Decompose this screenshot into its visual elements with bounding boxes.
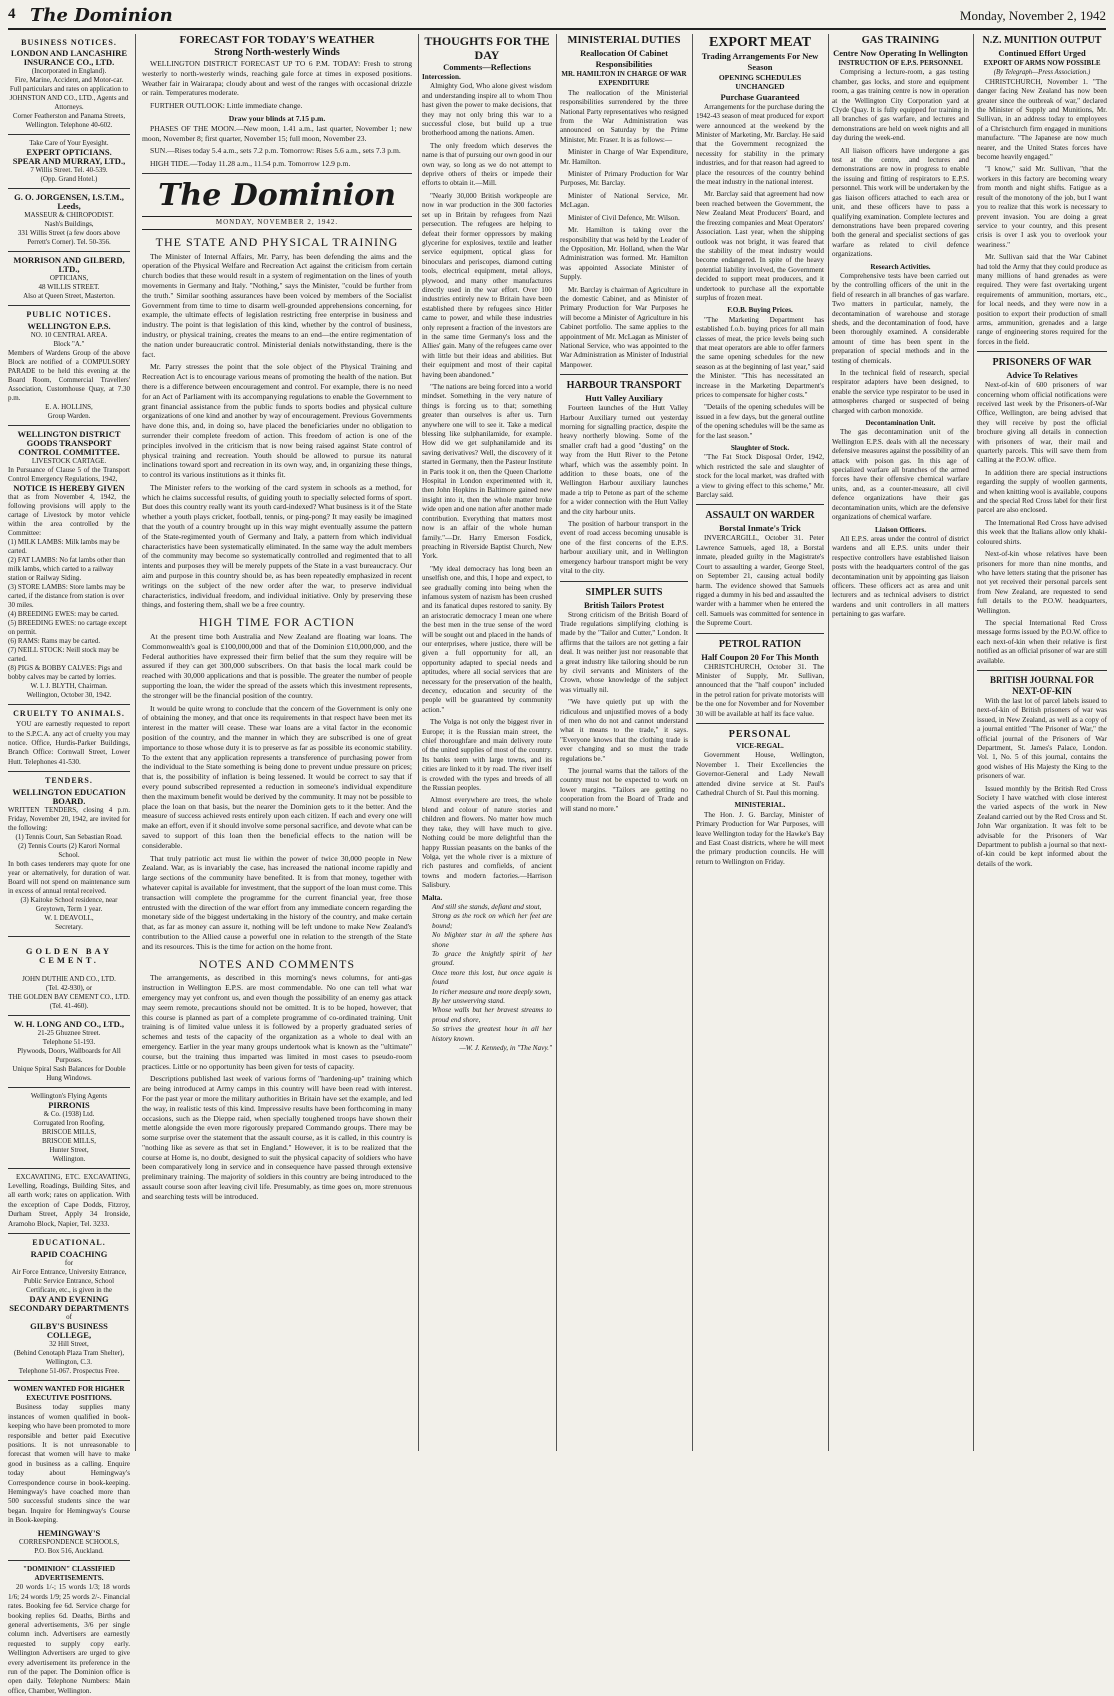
column-gas-training <box>832 34 969 1451</box>
ministerial-subtitle: Reallocation Of Cabinet Responsibilities <box>580 48 668 69</box>
column-ministerial <box>560 34 688 1451</box>
pow-paragraph: In addition there are special instructions regarding the supply of woollen garments, and when knitting wool is available, coupons and the special Red Cross label for their first parcel are also enclosed. <box>977 468 1107 515</box>
ad-spear-murray: Take Care of Your Eyesight. EXPERT OPTICIANS. SPEAR AND MURRAY, LTD., 7 Willis Street. Tel. 40-539. (Opp. Grand Hotel.) <box>12 139 126 184</box>
gas-paragraph: In the technical field of research, special respirator adapters have been designed, to enable the service type respirator to be used in atmospheres charged or suspected of being charged with carbon monoxide. <box>832 369 969 415</box>
export-paragraph: Arrangements for the purchase during the 1942-43 season of meat produced for export were announced at the weekend by the Minister of Marketing, Mr. Barclay. He said that the Government recognized the necessity for stability in the primary industries, and for that reason had agreed to place the resources of the country behind the meat industry in the national interest. <box>696 102 824 187</box>
munition-byline: (By Telegraph—Press Association.) <box>993 69 1091 77</box>
ad-transport-control: WELLINGTON DISTRICT GOODS TRANSPORT CONTROL COMMITTEE. LIVESTOCK CARTAGE. In Pursuance of Clause 5 of the Transport Control Emergency Regulations, 1942, NOTICE IS HEREBY GIVEN that as from November 4, 1942, the following provisions will apply to the cartage of Livestock by motor vehicle within the area controlled by the Committee: (1) MILK LAMBS: Milk lambs may be carted. (2) FAT LAMBS: No fat lambs other than milk lambs, which carted to a railway station or Railway Siding. (3) STORE LAMBS: Store lambs may be carted, if the distance from station is over 30 miles. (4) BREEDING EWES: may be carted. (5) BREEDING EWES: no cartage except on permit. (6) RAMS: Rams may be carted. (7) NEILL STOCK: Neill stock may be carted. (8) PIGS & BOBBY CALVES: Pigs and bobby calves may be carted by lorries. W. I. J. BLYTH, Chairman. Wellington, October 30, 1942. <box>8 428 130 699</box>
thoughts-paragraph: Almost everywhere are trees, the whole blend and colour of nature stories and children and flowers. No matter how much they take, they will have much to give. Nothing could be more delightful than the happy Russian peasants on the banks of the Volga, yet the whole river is a mixture of rich pastures and cornfields, of ancient towns and modern factories.—Harrison Salisbury. <box>422 796 552 890</box>
ministerial-paragraph: Minister of National Service, Mr. McLagan. <box>560 191 688 210</box>
petrol-subtitle: Half Coupon 20 For This Month <box>701 651 819 662</box>
gas-crosshead: Decontamination Unit. <box>865 419 936 428</box>
ministerial-paragraph: Mr. Barclay is chairman of Agriculture in the domestic Cabinet, and as Minister of Primary Production for War Purposes he will become a Minister of Agriculture in his Cabinet portfolio. The same applies to the appointment of Mr. McLagan as Minister of National Service, who was appointed to the War Administration as Minister of Industrial Manpower. <box>560 285 688 369</box>
export-subtitle: Trading Arrangements For New Season <box>701 51 819 72</box>
ministerial-paragraph: Mr. Hamilton is taking over the responsibility that was held by the Leader of the Opposition, Mr. Holland, when the War Administration was formed. Mr. Hamilton was appointed Associate Minister of Supply. <box>560 226 688 282</box>
ad-classified-rates: 20 words 1/-; 15 words 1/3; 18 words 1/6; 24 words 1/9; 25 words 2/-. Financial rates. Booking fee 6d. Service charge for booking replies 6d. Deaths, Births and general advertisements, 3/6 per single column inch. Advertisers are earnestly requested to supply copy early. Wellington Advertisers are urged to give every advertisement its preference in the run of the paper. The Dominion office is open daily. Telephone Numbers: Main office, Chamber, Wellington. <box>8 1583 130 1695</box>
gas-crosshead: Liaison Officers. <box>874 525 927 534</box>
ad-gilbys-college: RAPID COACHING for Air Force Entrance, University Entrance, Public Service Entrance, School Certificate, etc., is given in the DAY AND EVENING SECONDARY DEPARTMENTS of GILBY'S BUSINESS COLLEGE, 32 Hill Street, (Behind Cenotaph Plaza Tram Shelter), Wellington, C.3. Telephone 51-067. Prospectus Free. <box>9 1248 129 1375</box>
personal-title: PERSONAL <box>728 728 792 740</box>
gas-paragraph: All liaison officers have undergone a gas test at the centre, and lectures and demonstrations are now in progress to enable the issuing and fitting of respirators to E.P.S. personnel. This work will be undertaken by the gas liaison officers attached to each area or unit, and these officers have to pass a qualifying examination. Complete lectures and demonstrations have been prepared covering both the general and specialist sections of gas warfare as related to civil defence organizations. <box>832 146 969 259</box>
section-heading: PUBLIC NOTICES. <box>26 310 112 320</box>
munition-title: N.Z. MUNITION OUTPUT <box>982 35 1102 46</box>
gas-title: GAS TRAINING <box>861 35 940 46</box>
simpler-title: SIMPLER SUITS <box>585 586 663 598</box>
forecast-moon: PHASES OF THE MOON.—New moon, 1.41 a.m., last quarter, November 1; new moon, November 8; first quarter, November 15; full moon, November 23. <box>142 123 412 143</box>
assault-paragraph: INVERCARGILL, October 31. Peter Lawrence Samuels, aged 18, a Borstal inmate, pleaded guilty in the Magistrate's Court to assaulting a warder, George Steel, on September 21, causing actual bodily harm. The evidence showed that Samuels rigged a dummy in his bed and assaulted the warder with a hammer when he entered the cell. Samuels was committed for sentence in the Supreme Court. <box>696 534 824 628</box>
export-title: EXPORT MEAT <box>708 35 812 50</box>
munition-subtitle: Continued Effort Urged <box>998 48 1086 58</box>
ad-hemingway: HEMINGWAY'S CORRESPONDENCE SCHOOLS, P.O. Box 516, Auckland. <box>19 1527 119 1555</box>
ad-education-board: WELLINGTON EDUCATION BOARD. WRITTEN TENDERS, closing 4 p.m. Friday, November 20, 1942, are invited for the following: (1) Tennis Court, San Sebastian Road. (2) Tennis Courts (2) Karori Normal School. In both cases tenderers may quote for one year or alternatively, for duration of war. Board will not spend on maintenance sum in excess of annual rental received. (3) Kaitoke School residence, near Greytown, Term 1 year. W. I. DEAVOLL, Secretary. <box>8 786 130 931</box>
ad-london-lancashire: LONDON AND LANCASHIRE INSURANCE CO., LTD. (Incorporated in England). Fire, Marine, Accident, and Motor-car. Full particulars and rates on application to JOHNSTON AND CO., LTD., Agents and Attorneys. Corner Featherston and Panama Streets, Wellington. Telephone 40-602. <box>9 48 129 130</box>
munition-subhead: EXPORT OF ARMS NOW POSSIBLE <box>983 59 1101 67</box>
column-munitions <box>977 34 1107 1451</box>
harbour-subtitle: Hutt Valley Auxiliary <box>585 393 663 404</box>
forecast-body: WELLINGTON DISTRICT FORECAST UP TO 6 P.M. TODAY: Fresh to strong westerly to north-westerly winds, reaching gale force at times in exposed positions. Weather fair in Wairarapa; cloudy about and west of the ranges with occasional drizzle or rain. Temperatures moderate. <box>142 59 412 98</box>
ad-wellington-eps: WELLINGTON E.P.S. NO. 10 CENTRAL AREA. Block "A." Members of Wardens Group of the above Block are notified of a COMPULSORY PARADE to be held this evening at the Board Room, Commercial Travellers' Association, Customhouse Quay, at 7.30 p.m. E. A. HOLLINS, Group Warden. <box>8 320 130 420</box>
export-paragraph: Mr. Barclay said that agreement had now been reached between the Government, the New Zealand Meat Producers' Board, and the freezing companies and Meat Operators' Association. Last year, when the shipping outlook was not bright, it was feared that the stability of the meat industry would become endangered. In spite of the heavy potential liability involved, the Government decided to support meat producers, and it undertook to purchase all the exportable surplus of frozen meat. <box>696 190 824 302</box>
column-rule <box>418 34 419 1451</box>
ad-golden-bay-cement: GOLDEN BAY CEMENT. <box>25 945 113 965</box>
export-crosshead: Slaughter of Stock. <box>730 444 790 453</box>
editorial-masthead: The Dominion <box>158 177 396 213</box>
column-business-notices <box>8 34 130 1695</box>
ministerial-paragraph: Minister of Civil Defence, Mr. Wilson. <box>568 213 680 222</box>
column-rule <box>692 34 693 1451</box>
export-subhead-2: Purchase Guaranteed <box>720 91 800 102</box>
munition-paragraph: Mr. Sullivan said that the War Cabinet had told the Army that they could produce as many millions of hand grenades as were required. They were fast overtaking urgent requirements of ammunition, mortars, etc., for local needs, and they were now in a position to export their production of small arms, ammunition, grenades and a large range of engineering stores required for the forces in the field. <box>977 253 1107 346</box>
pow-paragraph: Next-of-kin of 600 prisoners of war concerning whom official notifications were received last week by the Prisoners-of-War Office, Wellington, are being advised that they will receive by post the official brochure giving all details in connection with prisoners of war, their mail and quarterly parcels. This will save them from calling at the P.O.W. office. <box>977 381 1107 465</box>
british-journal-title: BRITISH JOURNAL FOR NEXT-OF-KIN <box>989 674 1095 696</box>
column-rule <box>973 34 974 1451</box>
column-editorial <box>142 34 412 1451</box>
ad-briscoe: Wellington's Flying Agents PIRRONIS & Co. (1938) Ltd. Corrugated Iron Roofing, BRISCOE MILLS, BRISCOE MILLS, Hunter Street, Wellington. <box>30 1091 108 1163</box>
notes-paragraph: The arrangements, as described in this morning's news columns, for anti-gas instruction in Wellington E.P.S. are most commendable. No one can tell what war emergency may yet confront us, and even though the possibility of an enemy gas attack may seem remote, precautions should not be omitted. It is to be hoped, however, that this course is planned as part of a complete programme of co-ordinated training. Unit training is of limited value unless it is followed by a properly graduated series of schemes and tests of the capacity of the organization as a whole to deal with an emergency. Earlier in the year many groups undertook what is known as the "ultimate" course, but the training thus imparted was limited in most cases to pseudo-room practices. Little or no opportunity has been given for tests of capacity. <box>142 973 412 1071</box>
personal-crosshead: MINISTERIAL. <box>734 801 786 810</box>
notes-paragraph: Descriptions published last week of various forms of "hardening-up" training which are being introduced at Army camps in this country will have been read with interest. For the past year or more the military authorities in Britain have set the example, and led the way, in realistic tests of this kind. Impressive results have been forthcoming in many occasions, such as the Dieppe raid, when specially toughened troops have shown their mettle alongside the even more rigorously prepared Commando groups. There may be some surprise over the statement that the assault course, as it is called, in this country is "nothing like as severe as that set in England." However, it is to be realized that the course at Home is, no doubt, designed to suit the physical capacity of soldiers who have been comparatively long in service and in consequence have passed through extensive preliminary training. The majority of soldiers in this country are being introduced to the assault course soon after leaving civil life. Presumably, as time goes on, more strenuous and searching tests will be introduced. <box>142 1074 412 1201</box>
munition-paragraph: "I know," said Mr. Sullivan, "that the workers in this factory are becoming weary from month and night shifts. Fatigue as a result of the monotony of the job, but I want you to realize that this work is necessary to prevent invasion. You are doing a great service to your country, and this present crisis is over I ask you to overlook your weariness." <box>977 165 1107 249</box>
gas-paragraph: Comprehensive tests have been carried out by the controlling officers of the unit in the field of research in all branches of gas warfare. Two matters in particular, namely, the decontamination of warehouse and storage sheds, and the decontamination of food, have been thoroughly examined. A considerable amount of time has been spent in the preparation of special methods and in the testing of chemicals. <box>832 271 969 365</box>
section-heading: TENDERS. <box>45 776 93 786</box>
forecast-sun: SUN.—Rises today 5.4 a.m., sets 7.2 p.m. Tomorrow: Rises 5.6 a.m., sets 7.3 p.m. <box>150 146 401 156</box>
editorial-paragraph: At the present time both Australia and New Zealand are floating war loans. The Commonwealth's goal is £100,000,000 and that of the Dominion £10,000,000, and the Federal authorities have expressed their firm belief that the sum they require will be assured if they can get 300,000 subscribers. On that basis the local mark could be reached with 30,000 applications and that is possible. The greater the number of people supporting the loan, the wider the spread of the assets which this investment represents, the stronger will be the financial position of the country. <box>142 632 412 700</box>
editorial-title: THE STATE AND PHYSICAL TRAINING <box>155 234 399 249</box>
harbour-title: HARBOUR TRANSPORT <box>566 380 682 392</box>
gas-crosshead: Research Activities. <box>870 262 931 271</box>
forecast-outlook: FURTHER OUTLOOK: Little immediate change. <box>150 101 303 111</box>
thoughts-paragraph: "My ideal democracy has long been an unselfish one, and this, I hope and expect, to see gradually coming into being when the infamous system of nazism has been crushed and its fanatical dupes restored to sanity. By an aristocratic democracy I mean one where the best men in the true sense of the word will be sought out and placed in the hands of our enterprises, where justice, there will be given a full opportunity for all, an opportunity adapted to special needs and aptitudes, where all social services that are necessary for the preservation of the health, decency, education and security of the people will be guaranteed by community action." <box>422 564 552 714</box>
column-export-meat <box>696 34 824 1451</box>
forecast-subtitle: Strong North-westerly Winds <box>214 47 340 58</box>
ad-heading: "DOMINION" CLASSIFIED ADVERTISEMENTS. <box>22 1564 116 1582</box>
editorial-paragraph: Mr. Parry stresses the point that the sole object of the Physical Training and Recreation Act is to encourage various means of promoting the health of the nation. But there is a difference between encouragement and control. For example, there is no need for an Act of Parliament with its accompanying regulations to enable the Government to grant financial assistance from the public funds to sports bodies and physical culture organizations of one kind and another by way of encouragement. Previous Governments have done this, and, in doing so, have placed the beneficiaries under no obligation to surrender their complete freedom of action. This freedom of action is one of the principles involved in the criticism that is now being raised against State control of physical training and recreation. Youth should be allowed to pursue its natural inclinations toward sport and recreation in its own way, and, in organizing these things, to control its various institutions as it thinks fit. <box>142 362 412 480</box>
ad-duthie: JOHN DUTHIE AND CO., LTD. (Tel. 42-930), or THE GOLDEN BAY CEMENT CO., LTD. (Tel. 41-460). <box>8 974 130 1010</box>
editorial-paragraph: It would be quite wrong to conclude that the concern of the Government is only one of obtaining the money, and that once its requirements in that respect have been met its interest in the matter will cease. These war loans are a vital factor in the economic position of the country, and the manner in which they are subscribed is one of great importance to those whose duty it is to preserve as far as possible its economic stability. To the extent that any application represents a transference of purchasing power from the individual to the State something is being done to prevent undue pressure on prices; that is, the possibility of inflation is being lessened. It would be correct to say that if every pound subscribed represented a reduction in someone's individual expenditure then the maximum benefit would be derived by the community. It may not be possible to place the loan on that basis, but the nearer the Dominion gets to it the better. And the measure of success achieved rests entirely upon each citizen. If each and every one will make an effort, even if it should involve some personal sacrifice, and devote what can be saved to support of this loan then the beneficial effects to the nation will be considerable. <box>142 703 412 850</box>
harbour-paragraph: The position of harbour transport in the event of road access becoming unusable is one of the first concerns of the E.P.S. harbour auxiliary unit, and in Wellington emergency harbour transport might be very vital to the city. <box>560 520 688 576</box>
gas-subtitle: Centre Now Operating In Wellington <box>833 48 968 58</box>
personal-subtitle: VICE-REGAL. <box>736 741 784 750</box>
column-thoughts <box>422 34 552 1451</box>
forecast-tide: HIGH TIDE.—Today 11.28 a.m., 11.54 p.m. Tomorrow 12.9 p.m. <box>150 159 351 169</box>
ad-morrison-gilberd: MORRISON AND GILBERD, LTD., OPTICIANS, 48 WILLIS STREET. Also at Queen Street, Masterton. <box>13 255 125 301</box>
section-heading: CRUELTY TO ANIMALS. <box>13 708 125 718</box>
simpler-paragraph: "We have quietly put up with the ridiculous and unjustified moves of a body of men who do not and cannot understand what it means to the trade," it says. "Everyone knows that the clothing trade is ever changing and so must the trade regulations be." <box>560 698 688 763</box>
thoughts-paragraph: The only freedom which deserves the name is that of pursuing our own good in our own way, so long as we do not attempt to deprive others of theirs or impede their efforts to obtain it.—Mill. <box>422 141 552 188</box>
harbour-paragraph: Fourteen launches of the Hutt Valley Harbour Auxiliary turned out yesterday morning for signalling practice, despite the heavy northerly blowing. Some of the smaller craft had a good "dusting" on the way from the Hutt River to the Petone wharf, which was the assembly point. In addition to these boats, one of the Wellington Harbour auxiliary launches made a trip to Petone as part of the scheme for a wider connection with the Hutt Valley and the city harbour units. <box>560 404 688 516</box>
gas-paragraph: All E.P.S. areas under the control of district wardens and all E.P.S. units under their respective controllers have established liaison posts with the headquarters control of the gas decontamination unit by appointing gas liaison officers. These officers act as area and unit lecturers and as technical advisers to district wardens and unit controllers in all matters pertaining to gas warfare. <box>832 534 969 619</box>
editorial-title-2: HIGH TIME FOR ACTION <box>198 615 356 630</box>
personal-paragraph: Government House, Wellington, November 1. Their Excellencies the Governor-General and Lady Newall attended divine service at St. Paul's Cathedral Church of St. Paul this morning. <box>696 751 824 797</box>
export-paragraph: "The Marketing Department has established f.o.b. buying prices for all main classes of meat, the price levels being such that meat operators are able to offer farmers the same opening schedules for the new season as at the beginning of last year," said the Minister. "This has necessitated an increase in the Marketing Department's prices to compensate for higher costs." <box>696 315 824 399</box>
thoughts-malta-head: Malta. <box>422 893 443 902</box>
pow-subtitle: Advice To Relatives <box>1006 370 1078 381</box>
section-heading: BUSINESS NOTICES. <box>21 38 117 47</box>
assault-subtitle: Borstal Inmate's Trick <box>719 523 801 534</box>
ad-spca: YOU are earnestly requested to report to the S.P.C.A. any act of cruelty you may notice. Office, Hurdis-Parker Buildings, Branch Office: Cornwall Street, Lower Hutt. Telephones 41-530. <box>8 720 130 766</box>
section-heading: EDUCATIONAL. <box>32 1238 106 1248</box>
ministerial-subhead: MR. HAMILTON IN CHARGE OF WAR EXPENDITURE <box>561 70 687 88</box>
ministerial-title: MINISTERIAL DUTIES <box>567 35 681 46</box>
gas-paragraph: Comprising a lecture-room, a gas testing chamber, gas locks, and store and equipment room, a gas training centre is now in operation at the Wellington City Corporation yard at Clyde Quay. It is fully equipped for training in all branches of gas warfare, and lectures and demonstrations are held on week nights and all day during the week-end. <box>832 68 969 143</box>
petrol-title: PETROL RATION <box>718 638 802 650</box>
editorial-paragraph: That truly patriotic act must lie within the power of twice 30,000 people in New Zealand. War, as is invariably the case, has increased the national income rapidly and large sections of the community have benefited. It is from that money, together with whatever capital is available for investment, that the support of the loan must come. This transaction will complete the programme for the current financial year, free those entrusted with the direction of the war effort from any immediate concern regarding the monetary side of the biggest undertaking in the history of the country, and make certain that, as far as money can assure it, nothing will be left undone to make New Zealand's contribution to the Allied cause a powerful one in relation to the strength of the State and its resources. This is the time for action on the home front. <box>142 853 412 951</box>
ad-jorgensen: G. O. JORGENSEN, I.S.T.M., Leeds, MASSEUR & CHIROPODIST. Nash's Buildings, 331 Willis Street (a few doors above Perrett's Corner). Tel. 50-356. <box>14 192 124 247</box>
thoughts-paragraph: The Volga is not only the biggest river in Europe; it is the Russian main street, the chief thoroughfare and main delivery route of the united supplies of most of the country. Its banks teem with large towns, and its cities are linked to it by road. The river itself is crowded with the types and breeds of all the Russian peoples. <box>422 718 552 793</box>
simpler-paragraph: The journal warns that the tailors of the country must not be expected to work on lower margins. "Tailors are getting no cooperation from the Board of Trade and will stand no more." <box>560 767 688 813</box>
thoughts-intercession-head: Intercession. <box>422 73 461 81</box>
ad-heading: WOMEN WANTED FOR HIGHER EXECUTIVE POSITIONS. <box>13 1384 125 1402</box>
ministerial-paragraph: Minister in Charge of War Expenditure, Mr. Hamilton. <box>560 148 688 166</box>
thoughts-subtitle: Comments—Reflections <box>443 62 531 72</box>
export-crosshead: F.O.B. Buying Prices. <box>727 306 793 315</box>
notes-title: NOTES AND COMMENTS <box>198 956 355 971</box>
simpler-subtitle: British Tailors Protest <box>583 599 665 610</box>
british-journal-paragraph: Issued monthly by the British Red Cross Society I have watched with close interest the varied aspects of the work in New Zealand carried out by the Red Cross and St. John War organization. It was felt to be advisable for the Prisoners of War Department to publish a journal so that next-of-kin could be kept informed about the details of the work. <box>977 784 1107 868</box>
thoughts-paragraph: "The nations are being forced into a world mindset. Something in the very nature of things is forcing us to that; something greater than ourselves is after us. Turn anywhere one will to see it. Take a medical blessing like sulphanilamide, for example. How did we get sulphanilamide and its saving derivatives? Well, the discovery of it started in Germany, then the Pasteur Institute in Paris took it on, then the Queen Charlotte Hospital in London experimented with it, then John Hopkins in Baltimore gained new insight into it, then the whole matter broke wide open and one nation after another made contribution. Everything that matters most now is an affair of the whole human family."—Dr. Harry Emerson Fosdick, preaching in Riverside Baptist Church, New York. <box>422 383 552 561</box>
column-rule <box>135 34 136 1451</box>
page-date: Monday, November 2, 1942 <box>959 8 1106 23</box>
pow-paragraph: The International Red Cross have advised this week that the Italians allow only khaki-coloured shirts. <box>977 518 1107 546</box>
thoughts-paragraph: "Nearly 30,000 British workpeople are now in war production in the 300 factories set up in Britain by refugees from Nazi persecution. The refugees are helping to defeat their former oppressors by making glycerine for explosives, textile and leather service equipment, optical glass for binoculars and periscopes, diamond cutting tools, electrical equipment, metal alloys, plywood, and many other manufactures directly used in the war effort. Over 100 industries entirely new to Britain have been established there by refugees since Hitler came to power, and while these industries only represent a fraction of the investors are in the same time Germany's loss and the Allies' gain. Many of the refugees came over with little but their ideas and abilities. But their equipment and most of their capital having been abandoned." <box>422 191 552 379</box>
thoughts-title: THOUGHTS FOR THE DAY <box>424 34 550 62</box>
column-rule <box>828 34 829 1451</box>
thoughts-paragraph: Almighty God, Who alone givest wisdom and understanding inspire all to whom Thou hast given the power to make decisions, that they may not only bring this war to a successful close, but build up a true brotherhood among the nations. Amen. <box>422 82 552 138</box>
export-paragraph: "Details of the opening schedules will be issued in a few days, but the general outline of the opening schedules will be the same as for the last season." <box>696 403 824 440</box>
export-subhead: OPENING SCHEDULES UNCHANGED <box>718 73 802 92</box>
malta-poem: And still she stands, defiant and stout, Strong as the rock on which her feet are bound; No blighter star in all the sphere has shone To grace the knightly spirit of her ground. Once more this lost, but once again is found In richer measure and more deeply sown, By her unswerving stand. Whose walls but her bravest streams to proud end shore, So strives the greatest hour in all her history known. —W. J. Kennedy, in "The Navy." <box>432 902 552 1053</box>
forecast-title: FORECAST FOR TODAY'S WEATHER <box>179 34 375 46</box>
ad-excavating: EXCAVATING, ETC. EXCAVATING, Levelling, Roadings, Building Sites, and all earth work; rates on application. With the exception of Cape Dodds, Fitzroy, Durham Street, Apply 34 Ironside, Aramoho Block, Napier, Tel. 3233. <box>8 1172 130 1228</box>
assault-title: ASSAULT ON WARDER <box>705 510 815 522</box>
gas-subhead: INSTRUCTION OF E.P.S. PERSONNEL <box>838 59 963 67</box>
pow-title: PRISONERS OF WAR <box>992 357 1092 369</box>
ad-hemingway-body: Business today supplies many instances of women qualified in book-keeping who have been promoted to more responsible and better paid Executive positions. It is not unreasonable to forecast that women will have to make good in business as a calling. Enquire today about Hemingway's Correspondence course in book-keeping. Hemingway's have coached more than 500 successful students since the war began. Inquire for Hemingway's Course in Book-keeping. <box>8 1403 130 1525</box>
personal-paragraph: The Hon. J. G. Barclay, Minister of Primary Production for War Purposes, will leave Wellington today for the Hawke's Bay and East Coast districts, where he will meet the primary production councils. He will return to Wellington on Friday. <box>696 810 824 866</box>
editorial-date: MONDAY, NOVEMBER 2, 1942. <box>142 216 412 230</box>
column-rule <box>556 34 557 1451</box>
export-paragraph: "The Fat Stock Disposal Order, 1942, which restricted the sale and slaughter of stock for the local market, was drafted with a view to giving effect to this scheme," Mr. Barclay said. <box>696 453 824 500</box>
editorial-paragraph: The Minister refers to the working of the card system in schools as a method, for which he claims successful results, of guiding youth to specially selected forms of sport. But does this country really want its youth card-indexed? What business is it of the State whether a youth plays cricket, football, tennis, or ping-pong? It may easily be imagined that the youth of a country brought up in this way might eventually assume the pattern of the State-regimented youth of Germany and Italy, a pattern from which individual characteristics have been systematically eliminated. In the same way the adult members of the community may become so systematically controlled and regimented that to all intents and purposes they will be merely puppets of the State in a vast bureaucracy. Our aim and purpose in this country should be, as has been repeatedly emphasized in recent writings on the subject of the new order after the war, to preserve individual characteristics, individual freedom, and individual initiative. Only by preserving these things, and fostering them, shall we be a free country. <box>142 482 412 610</box>
pow-paragraph: The special International Red Cross message forms issued by the P.O.W. office to each next-of-kin when their relative is first notified as an official prisoner of war are still available. <box>977 618 1107 665</box>
forecast-blinds: Draw your blinds at 7.15 p.m. <box>228 113 326 123</box>
simpler-paragraph: Strong criticism of the British Board of Trade regulations simplifying clothing is made by the "Tailor and Cutter," London. It affirms that the tailors are not getting a fair deal. It was neither just nor reasonable that a great industry like tailoring should be run by civil servants and Ministers of the Crown, whose knowledge of the subject was virtually nil. <box>560 610 688 694</box>
ad-wh-long: W. H. LONG AND CO., LTD., 21-25 Ghuznee Street. Telephone 51-193. Plywoods, Doors, Wallboards for All Purposes. Unique Spiral Sash Balances for Double Hung Windows. <box>12 1018 126 1082</box>
gas-paragraph: The gas decontamination unit of the Wellington E.P.S. deals with all the necessary defensive measures against the possibility of an attack with poison gas. In this age of specialized warfare all branches of the armed forces have their offensive chemical warfare units, and, as a counter-measure, all civil defence organizations have their gas decontamination units, which are the defensive organizations of chemical warfare. <box>832 428 969 522</box>
british-journal-paragraph: With the last lot of parcel labels issued to next-of-kin of British prisoners of war was issued, in New Zealand, as well as a copy of a journal entitled "The Prisoner of War," the official journal of the Prisoners of War Department, St. James's Palace, London. Vol. 1, No. 5 of this journal, contains the good wishes of His Majesty the King to the prisoners of war. <box>977 696 1107 781</box>
petrol-paragraph: CHRISTCHURCH, October 31. The Minister of Supply, Mr. Sullivan, announced that the "half coupon" included in the petrol ration for private motorists will be the one for November and for November 30 will be available at half its face value. <box>696 662 824 718</box>
munition-paragraph: CHRISTCHURCH, November 1. "The danger facing New Zealand has now been greater since the outbreak of war," declared the Minister of Supply and Munitions, Mr. Sullivan, in an address today to employees of a Christchurch firm engaged in munitions manufacture. "The Japanese are now much nearer, and the United States forces have become heavily engaged." <box>977 77 1107 162</box>
ministerial-paragraph: Minister of Primary Production for War Purposes, Mr. Barclay. <box>560 170 688 188</box>
pow-paragraph: Next-of-kin whose relatives have been prisoners for more than nine months, and who have letters stating that the prisoner has not yet received their personal parcels sent from New Zealand, are requested to send full details to the P.O.W. headquarters, Wellington. <box>977 550 1107 615</box>
ministerial-paragraph: The reallocation of the Ministerial responsibilities surrendered by the three National Party representatives who resigned from the War Administration was announced on Saturday by the Prime Minister, Mr. Fraser. It is as follows:— <box>560 88 688 144</box>
page-number: 4 <box>8 6 16 22</box>
page-header <box>8 6 1106 30</box>
paper-name: The Dominion <box>30 5 173 26</box>
editorial-paragraph: The Minister of Internal Affairs, Mr. Parry, has been defending the aims and the operation of the Physical Welfare and Recreation Act against the criticism from certain church bodies that these would result in a system of regimentation on the lines of youth movements in Germany and Italy. "Nothing," says the Minister, "could be further from the truth." Similar soothing assurances have been voiced by members of the Socialist Government from time to time to disarm well-grounded apprehensions concerning, for example, the ultimate effects of legislation restricting free enterprise in business and industry. The point is that legislation of this kind, whether by the control of business, industry, or physical training, creates the means to an end—the entire regimentation of the nation under bureaucratic control. Ministerial denials notwithstanding, there is the fact. <box>142 251 412 359</box>
